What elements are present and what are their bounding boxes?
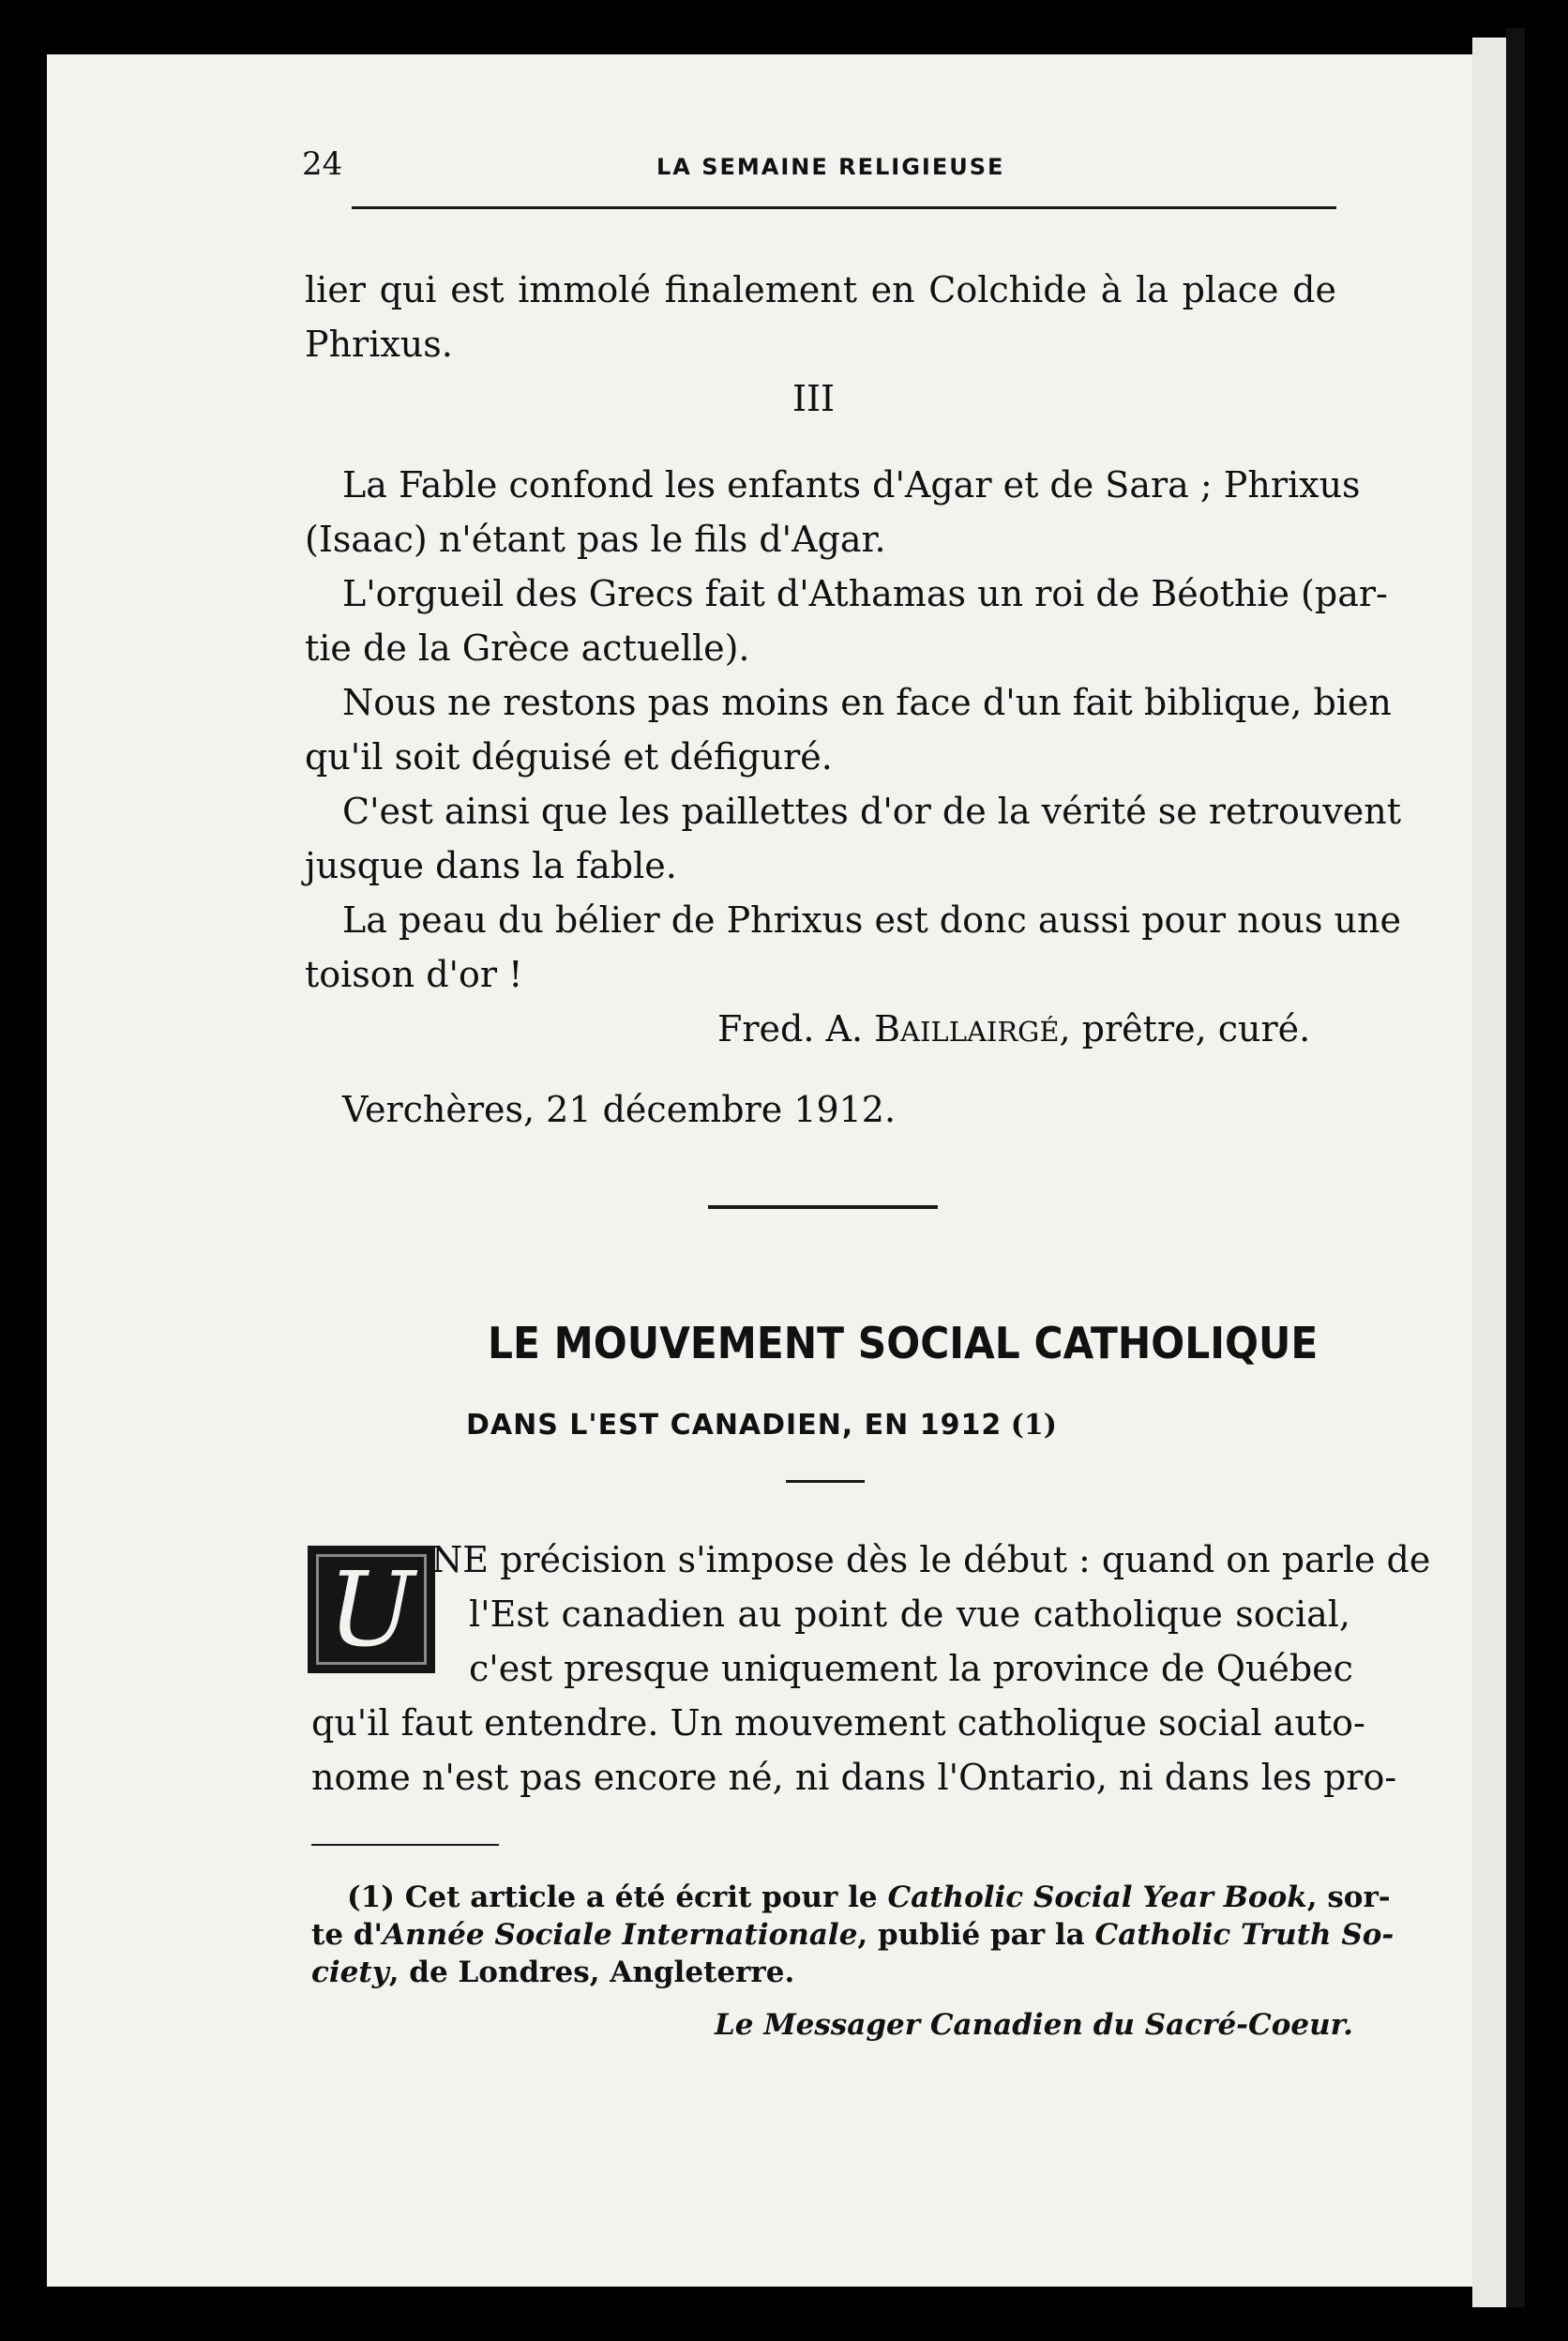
text-line: NE précision s'impose dès le début : quand on parle de	[431, 1539, 1431, 1580]
header-rule	[352, 206, 1336, 209]
text-line: (Isaac) n'étant pas le fils d'Agar.	[305, 519, 886, 560]
text-line: c'est presque uniquement la province de Québec	[469, 1648, 1353, 1689]
place-date: Verchères, 21 décembre 1912.	[342, 1089, 897, 1130]
drop-cap-initial: U	[308, 1546, 435, 1673]
text-line: L'orgueil des Grecs fait d'Athamas un roi de Béothie (par-	[342, 573, 1388, 614]
text-line: qu'il soit déguisé et défiguré.	[305, 736, 833, 778]
article-title: LE MOUVEMENT SOCIAL CATHOLIQUE	[488, 1318, 1319, 1368]
page-number: 24	[302, 145, 343, 183]
text-line: La peau du bélier de Phrixus est donc aussi pour nous une	[342, 899, 1401, 941]
section-numeral: III	[792, 378, 836, 419]
footnote-source: Le Messager Canadien du Sacré-Coeur.	[715, 2008, 1353, 2042]
footnote-line: te d'Année Sociale Internationale, publié par la Catholic Truth So-	[311, 1918, 1395, 1952]
text-line: toison d'or !	[305, 954, 523, 995]
section-divider	[708, 1205, 938, 1209]
footnote-line: (1) Cet article a été écrit pour le Catholic Social Year Book, sor-	[347, 1880, 1391, 1914]
article-subtitle: DANS L'EST CANADIEN, EN 1912 (1)	[466, 1409, 1057, 1442]
text-line: nome n'est pas encore né, ni dans l'Ontario, ni dans les pro-	[311, 1757, 1397, 1798]
text-line: Nous ne restons pas moins en face d'un fait biblique, bien	[342, 682, 1392, 723]
footnote-rule	[311, 1844, 499, 1846]
text-line: Phrixus.	[305, 324, 453, 365]
text-line: qu'il faut entendre. Un mouvement catholique social auto-	[311, 1702, 1365, 1744]
footnote-line: ciety, de Londres, Angleterre.	[311, 1956, 795, 1989]
facing-page-edge	[1472, 38, 1506, 2307]
text-line: l'Est canadien au point de vue catholique social,	[469, 1593, 1350, 1635]
running-title: LA SEMAINE RELIGIEUSE	[656, 154, 1005, 180]
text-line: jusque dans la fable.	[305, 845, 677, 886]
text-line: lier qui est immolé finalement en Colchide à la place de	[305, 269, 1336, 310]
text-line: C'est ainsi que les paillettes d'or de la vérité se retrouvent	[342, 791, 1401, 832]
text-line: tie de la Grèce actuelle).	[305, 627, 750, 669]
signature: Fred. A. BAILLAIRGÉ, prêtre, curé.	[717, 1008, 1311, 1050]
page-border	[1506, 28, 1525, 2307]
text-line: La Fable confond les enfants d'Agar et de Sara ; Phrixus	[342, 464, 1361, 506]
title-divider	[786, 1480, 865, 1483]
